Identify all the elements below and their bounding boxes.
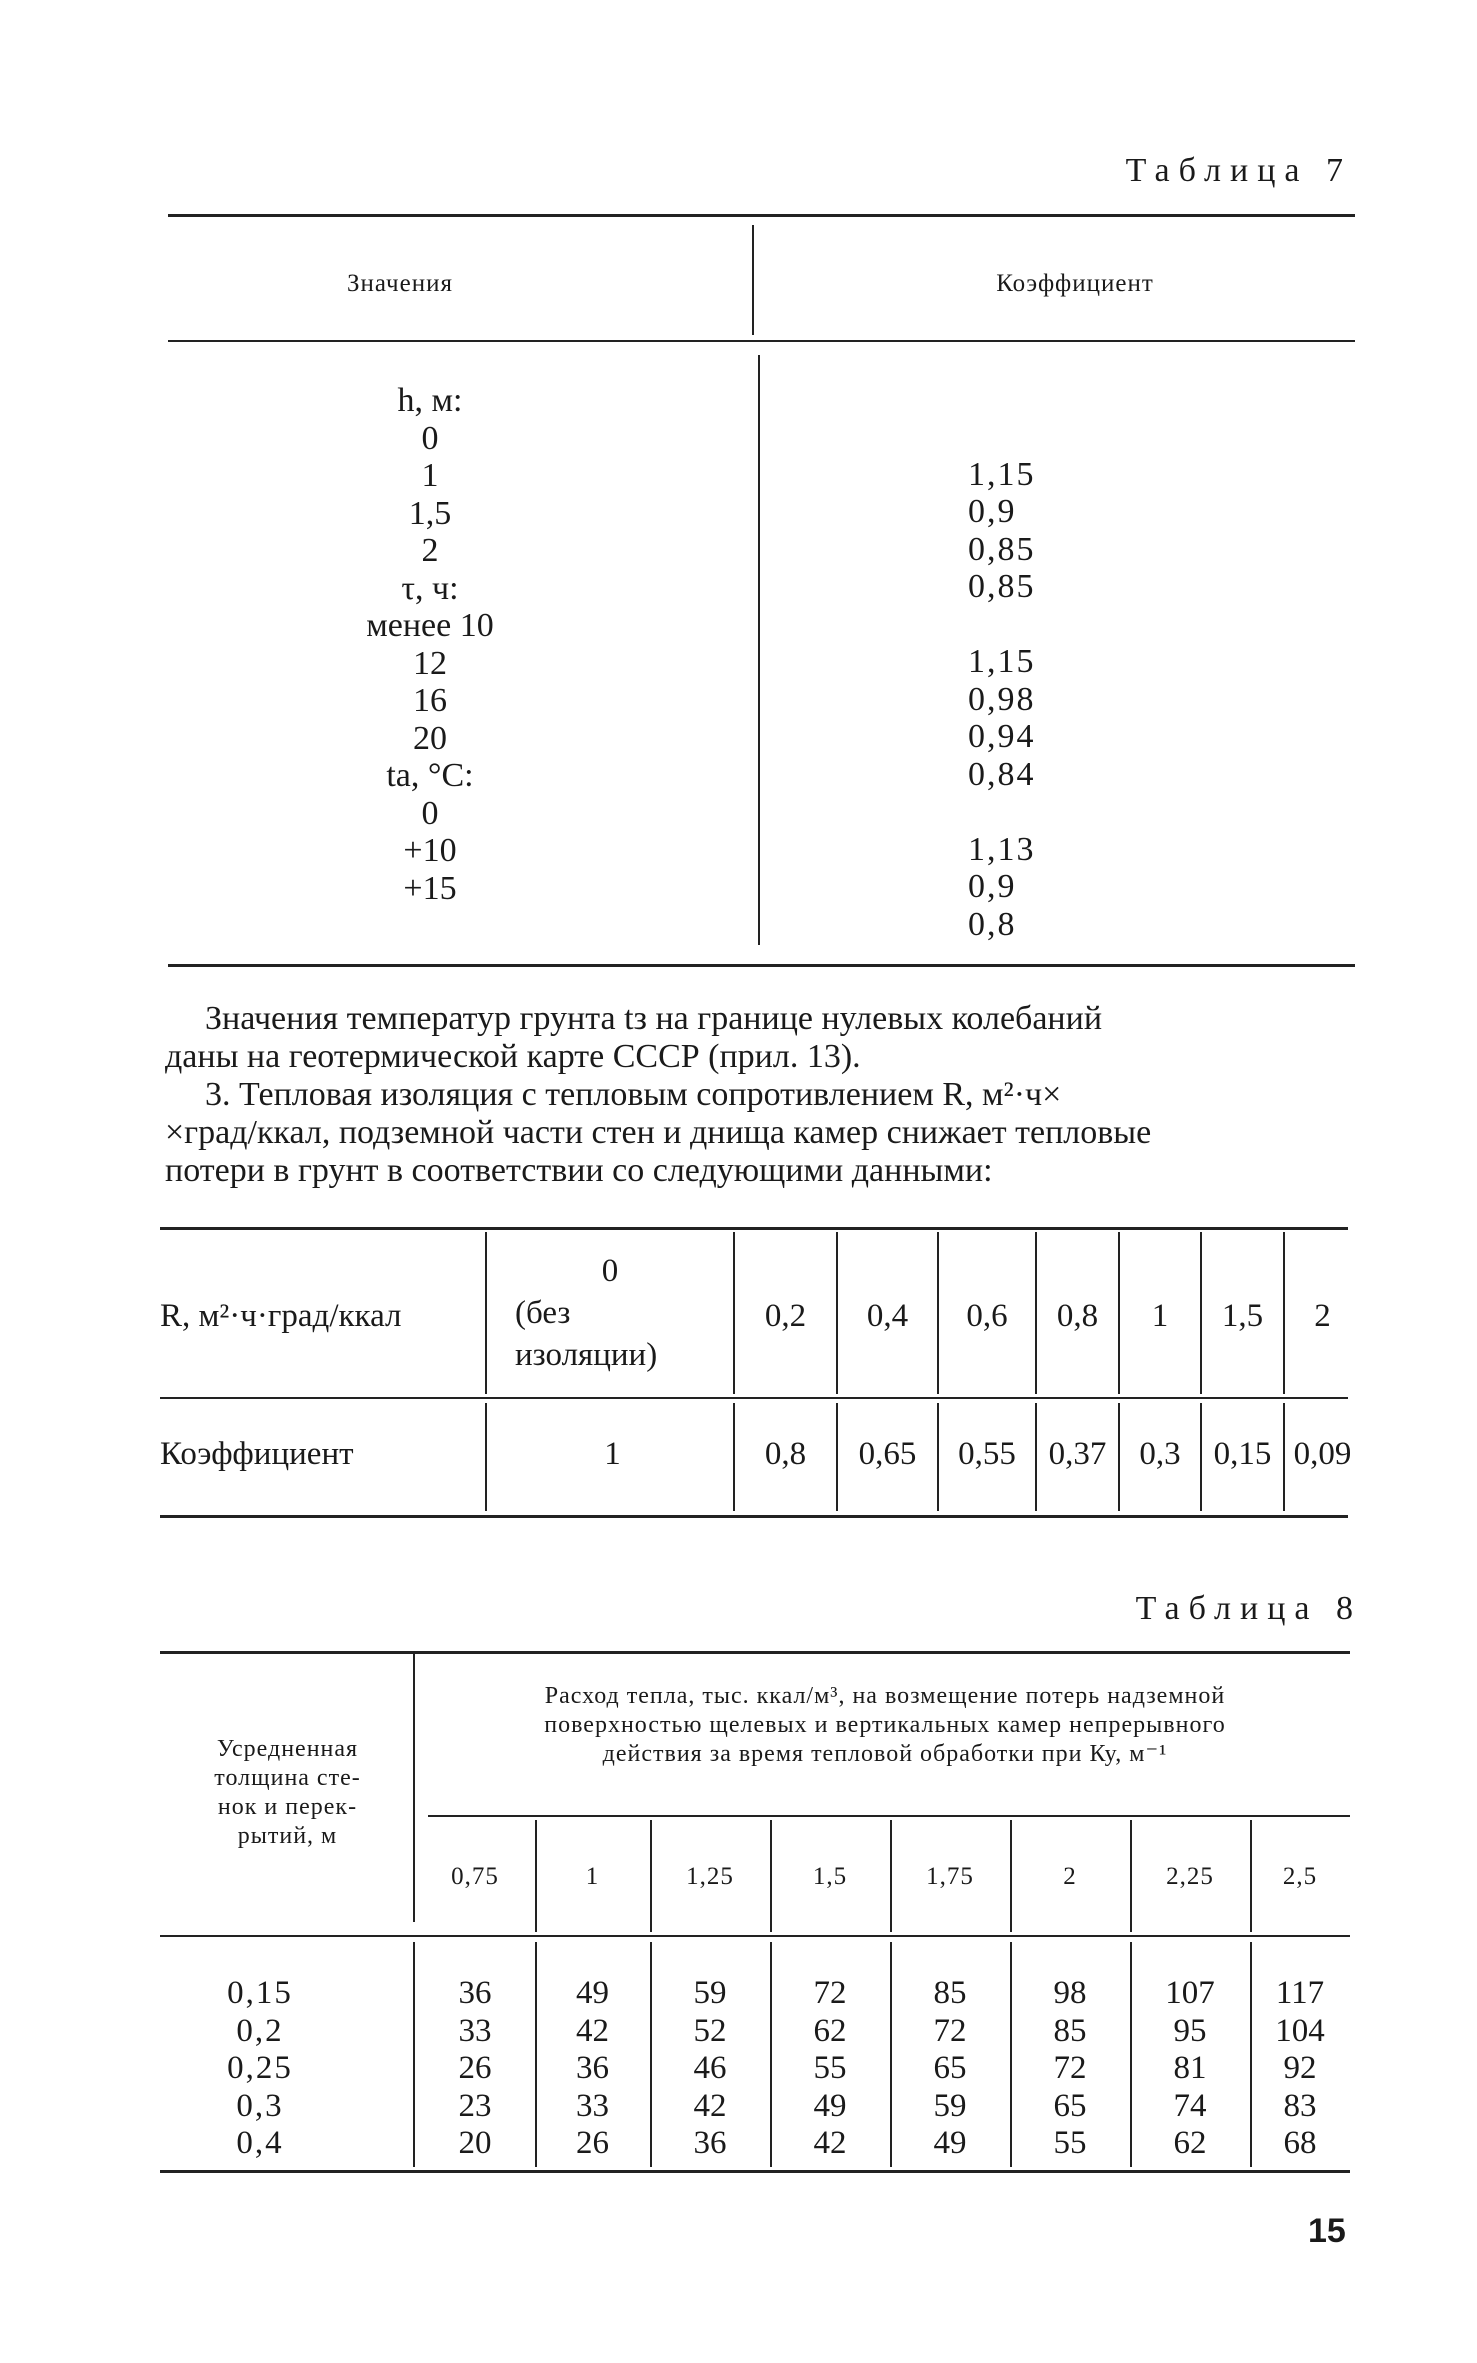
table8-cell: 46 [693,2050,727,2086]
table8-cell: 83 [1283,2087,1317,2124]
table8-top-rule [160,1651,1350,1654]
table8-data-column [1010,1975,1130,2163]
table8-cell: 98 [1053,1975,1087,2011]
table8-data-column [1250,1975,1350,2163]
table7-coefficient [968,793,1148,831]
table8-header-rule [160,1935,1350,1937]
table8-stub-header: Усредненная толщина сте- нок и перек- рытий, м [214,1736,361,1849]
table7-header-coefficient: Коэффициент [996,270,1154,297]
table8-cell: 72 [933,2012,967,2049]
rtable-row1-label: R, м²·ч·град/ккал [160,1298,402,1334]
rtable-coefficient-value: 0,55 [958,1436,1016,1472]
table8-cell: 42 [813,2125,847,2161]
rtable-col-divider [485,1403,487,1511]
rtable-row2-label: Коэффициент [160,1436,354,1472]
table8-data-column [415,1975,535,2163]
table8-cell: 117 [1275,1975,1325,2011]
rtable-bottom-rule [160,1515,1348,1518]
table8-cell: 55 [813,2050,847,2086]
rtable-coefficient-value: 0,15 [1213,1436,1272,1472]
table7-coefficient [968,418,1148,456]
rtable-coefficient-value: 0,37 [1048,1436,1107,1472]
table8-data-column [890,1975,1010,2163]
table8-cell: 107 [1165,1975,1215,2011]
table8-cell: 81 [1173,2050,1207,2086]
table8-cell: 26 [576,2125,609,2161]
table7-value: h, м: [397,382,463,419]
table8-cell: 26 [458,2050,492,2086]
table8-cell: 36 [458,1975,492,2011]
rtable-r-value: 2 [1314,1298,1331,1334]
table8-cell: 55 [1053,2125,1087,2161]
table7-value: 16 [413,682,447,719]
table8-cell: 68 [1283,2125,1317,2161]
table8-cell: 59 [933,2087,967,2124]
table8-k-value: 1,5 [812,1863,848,1890]
table7-coefficient: 1,15 [968,643,1036,680]
table8-cell: 62 [1173,2125,1207,2161]
table8-cell: 49 [813,2087,847,2124]
table8-cell: 36 [693,2125,727,2161]
table8-cell: 74 [1173,2087,1207,2124]
table7-coefficient: 1,15 [968,455,1036,493]
rtable-row1-first: 0 (без изоляции) [515,1253,658,1373]
table8-span-header: Расход тепла, тыс. ккал/м³, на возмещение потерь надземной поверхностью щелевых и вертикальных камер непрерывного действия за время тепловой обработки при Ку, м⁻¹ [544,1683,1226,1767]
table7-coefficient: 0,85 [968,568,1036,605]
table8-cell: 65 [933,2050,967,2086]
table7-coefficient: 0,98 [968,680,1036,718]
table8-cell: 95 [1173,2012,1207,2049]
table8-k-value: 0,75 [451,1863,499,1890]
paragraph-line-1: Значения температур грунта tз на границе нулевых колебаний [205,1000,1103,1037]
table7-value: 2 [421,532,439,569]
table7-header-divider [752,225,754,335]
table7-value: tа, °С: [386,757,474,794]
table8-cell: 85 [933,1975,967,2011]
table7-coefficient: 1,13 [968,830,1036,868]
table8-cell: 49 [933,2125,967,2161]
table8-cell: 59 [693,1975,727,2011]
rtable-coefficient-value: 0,09 [1293,1436,1352,1472]
table7-coefficient: 0,8 [968,905,1017,943]
rtable-row2-first: 1 [604,1436,621,1472]
table7-value: 1 [421,457,439,494]
rtable-r-value: 0,2 [764,1298,807,1334]
table8-k-value: 1,75 [926,1863,974,1890]
paragraph-line-3: 3. Тепловая изоляция с тепловым сопротивлением R, м²·ч× [205,1076,1062,1113]
table8-cell: 42 [576,2012,609,2049]
rtable-r-value: 0,8 [1056,1298,1099,1334]
table7-coefficient-column [968,418,1148,943]
table8-cell: 36 [576,2050,609,2086]
table8-thickness-column [185,1975,335,2163]
table8-cell: 85 [1053,2012,1087,2049]
table7-coefficient [968,606,1148,644]
table8-cell: 33 [576,2087,609,2124]
table7-body-divider [758,355,760,945]
table8-bottom-rule [160,2170,1350,2173]
paragraph-line-5: потери в грунт в соответствии со следующими данными: [165,1152,993,1189]
rtable-col-divider [485,1232,487,1394]
table8-k-value: 2,5 [1282,1863,1318,1890]
table7-value: +10 [403,832,457,869]
table7-value: 0 [421,794,439,832]
rtable-r-value: 1 [1151,1298,1169,1334]
table7-coefficient: 0,94 [968,718,1036,755]
table8-cell: 65 [1053,2087,1087,2124]
table7-header-values: Значения [347,270,453,297]
table8-cell: 33 [458,2012,492,2049]
table7-values-column [300,382,560,907]
table8-data-column [650,1975,770,2163]
table8-thickness: 0,15 [227,1975,293,2011]
table8-data-column [770,1975,890,2163]
table8-span-rule [428,1815,1350,1817]
table7-value: 0 [421,419,439,457]
table8-data-column [535,1975,650,2163]
table7-top-rule [168,214,1355,217]
table8-cell: 104 [1275,2012,1325,2049]
rtable-coefficient-value: 0,8 [764,1436,807,1472]
table8-k-value: 2 [1063,1863,1077,1890]
table7-coefficient: 0,85 [968,530,1036,568]
table8-data-column [1130,1975,1250,2163]
table8-cell: 20 [458,2125,492,2161]
rtable-middle-rule [160,1397,1348,1399]
rtable-top-rule [160,1227,1348,1230]
table8-cell: 62 [813,2012,847,2049]
table7-caption: Таблица 7 [1125,152,1352,189]
table8-cell: 72 [1053,2050,1087,2086]
table8-k-value: 1,25 [686,1863,734,1890]
table8-thickness: 0,3 [236,2087,284,2124]
table8-cell: 52 [693,2012,727,2049]
table7-value: 12 [413,644,447,682]
page-number: 15 [1308,2212,1346,2250]
rtable-coefficient-value: 0,3 [1139,1436,1181,1472]
paragraph-line-4: ×град/ккал, подземной части стен и днища камер снижает тепловые [165,1114,1152,1151]
rtable-r-value: 1,5 [1221,1298,1264,1334]
table7-value: 1,5 [408,494,452,532]
table7-value: +15 [403,869,457,907]
table7-value: τ, ч: [401,569,459,607]
table7-coefficient: 0,84 [968,755,1036,793]
rtable-coefficient-value: 0,65 [858,1436,917,1472]
table8-cell: 72 [813,1975,847,2011]
body-paragraph [165,1000,1355,1190]
paragraph-line-2: даны на геотермической карте СССР (прил. 13). [165,1038,861,1075]
table8-thickness: 0,4 [236,2125,284,2161]
table8-caption: Таблица 8 [1135,1590,1362,1627]
table7-value: менее 10 [366,607,494,644]
rtable-r-value: 0,4 [866,1298,909,1334]
table8-k-value: 1 [585,1863,600,1890]
table8-k-value: 2,25 [1166,1863,1214,1890]
table8-thickness: 0,2 [236,2012,284,2049]
table7-coefficient: 0,9 [968,493,1017,530]
table7-value: 20 [413,719,447,757]
table8-cell: 23 [458,2087,492,2124]
table8-cell: 92 [1283,2050,1317,2086]
rtable-r-value: 0,6 [966,1298,1008,1334]
table8-cell: 49 [576,1975,609,2011]
table7-bottom-rule [168,964,1355,967]
table7-header-rule [168,340,1355,342]
table8-thickness: 0,25 [227,2050,293,2086]
table8-cell: 42 [693,2087,727,2124]
table7-coefficient: 0,9 [968,868,1017,905]
